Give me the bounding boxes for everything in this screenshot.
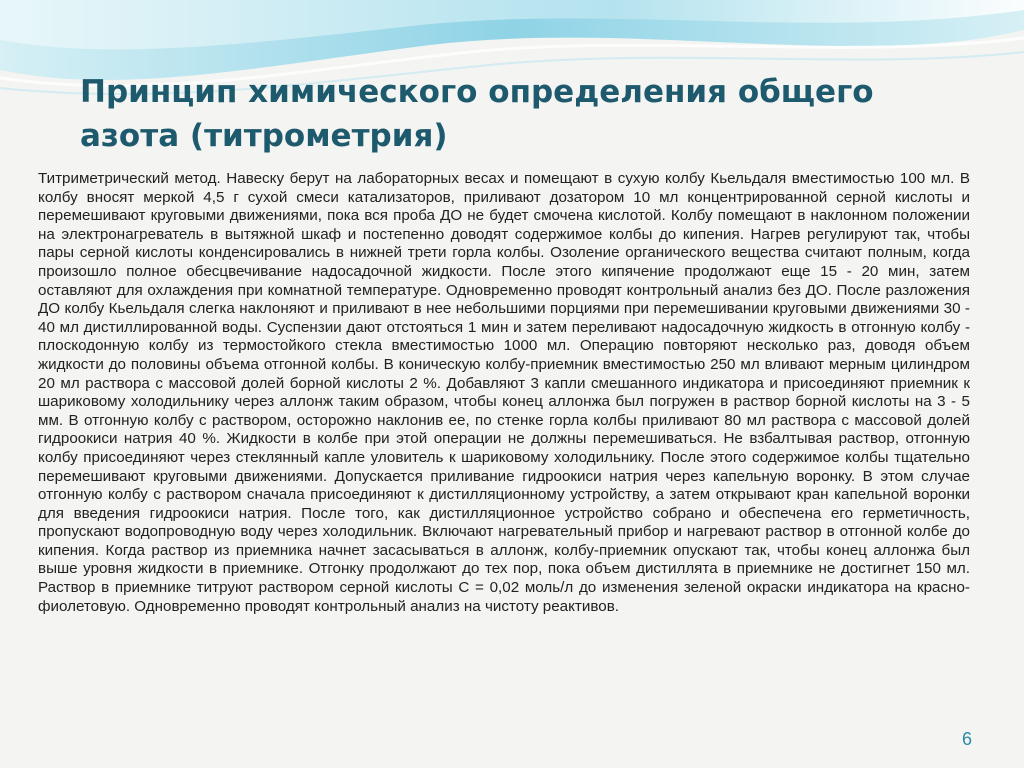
slide-title: Принцип химического определения общего азота (титрометрия) [80, 74, 874, 154]
page-number: 6 [961, 729, 972, 749]
slide-body-text: Титриметрический метод. Навеску берут на лабораторных весах и помещают в сухую колбу Кьельдаля вместимостью 100 мл. В колбу вносят меркой 4,5 г сухой смеси катализаторов, приливают дозатором 10 мл концентрированной серной кислоты и перемешивают круговыми движениями, пока вся проба ДО не будет смочена кислотой. Колбу помещают в наклонном положении на электронагреватель в вытяжной шкаф и постепенно доводят содержимое колбы до кипения. Нагрев регулируют так, чтобы пары серной кислоты конденсировались в нижней трети горла колбы. Озоление органического вещества считают полным, когда произошло полное обесцвечивание надосадочной жидкости. После этого кипячение продолжают еще 15 - 20 мин, затем оставляют для охлаждения при комнатной температуре. Одновременно проводят контрольный анализ без ДО. После разложения ДО колбу Кьельдаля слегка наклоняют и приливают в нее небольшими порциями при перемешивании круговыми движениями 30 - 40 мл дистиллированной воды. Суспензии дают отстояться 1 мин и затем переливают надосадочную жидкость в отгонную колбу - плоскодонную колбу из термостойкого стекла вместимостью 1000 мл. Операцию повторяют несколько раз, доводя объем жидкости до половины объема отгонной колбы. В коническую колбу-приемник вместимостью 250 мл вливают мерным цилиндром 20 мл раствора с массовой долей борной кислоты 2 %. Добавляют 3 капли смешанного индикатора и присоединяют приемник к шариковому холодильнику через аллонж таким образом, чтобы конец аллонжа был погружен в раствор борной кислоты на 3 - 5 мм. В отгонную колбу с раствором, осторожно наклонив ее, по стенке горла колбы приливают 80 мл раствора с массовой долей гидроокиси натрия 40 %. Жидкости в колбе при этой операции не должны перемешиваться. Не взбалтывая раствор, отгонную колбу присоединяют через стеклянный капле уловитель к шариковому холодильнику. После этого содержимое колбы тщательно перемешивают круговыми движениями. Допускается приливание гидроокиси натрия через капельную воронку. В этом случае отгонную колбу с раствором сначала присоединяют к дистилляционному устройству, а затем открывают кран капельной воронки для введения гидроокиси натрия. После того, как дистилляционное устройство собрано и обеспечена его герметичность, пропускают водопроводную воду через холодильник. Включают нагревательный прибор и нагревают раствор в отгонной колбе до кипения. Когда раствор из приемника начнет засасываться в аллонж, колбу-приемник опускают так, чтобы конец аллонжа был выше уровня жидкости в приемнике. Отгонку продолжают до тех пор, пока объем дистиллята в приемнике не достигнет 150 мл. Раствор в приемнике титруют раствором серной кислоты С = 0,02 моль/л до изменения зеленой окраски индикатора на красно-фиолетовую. Одновременно проводят контрольный анализ на чистоту реактивов. [38, 170, 970, 615]
